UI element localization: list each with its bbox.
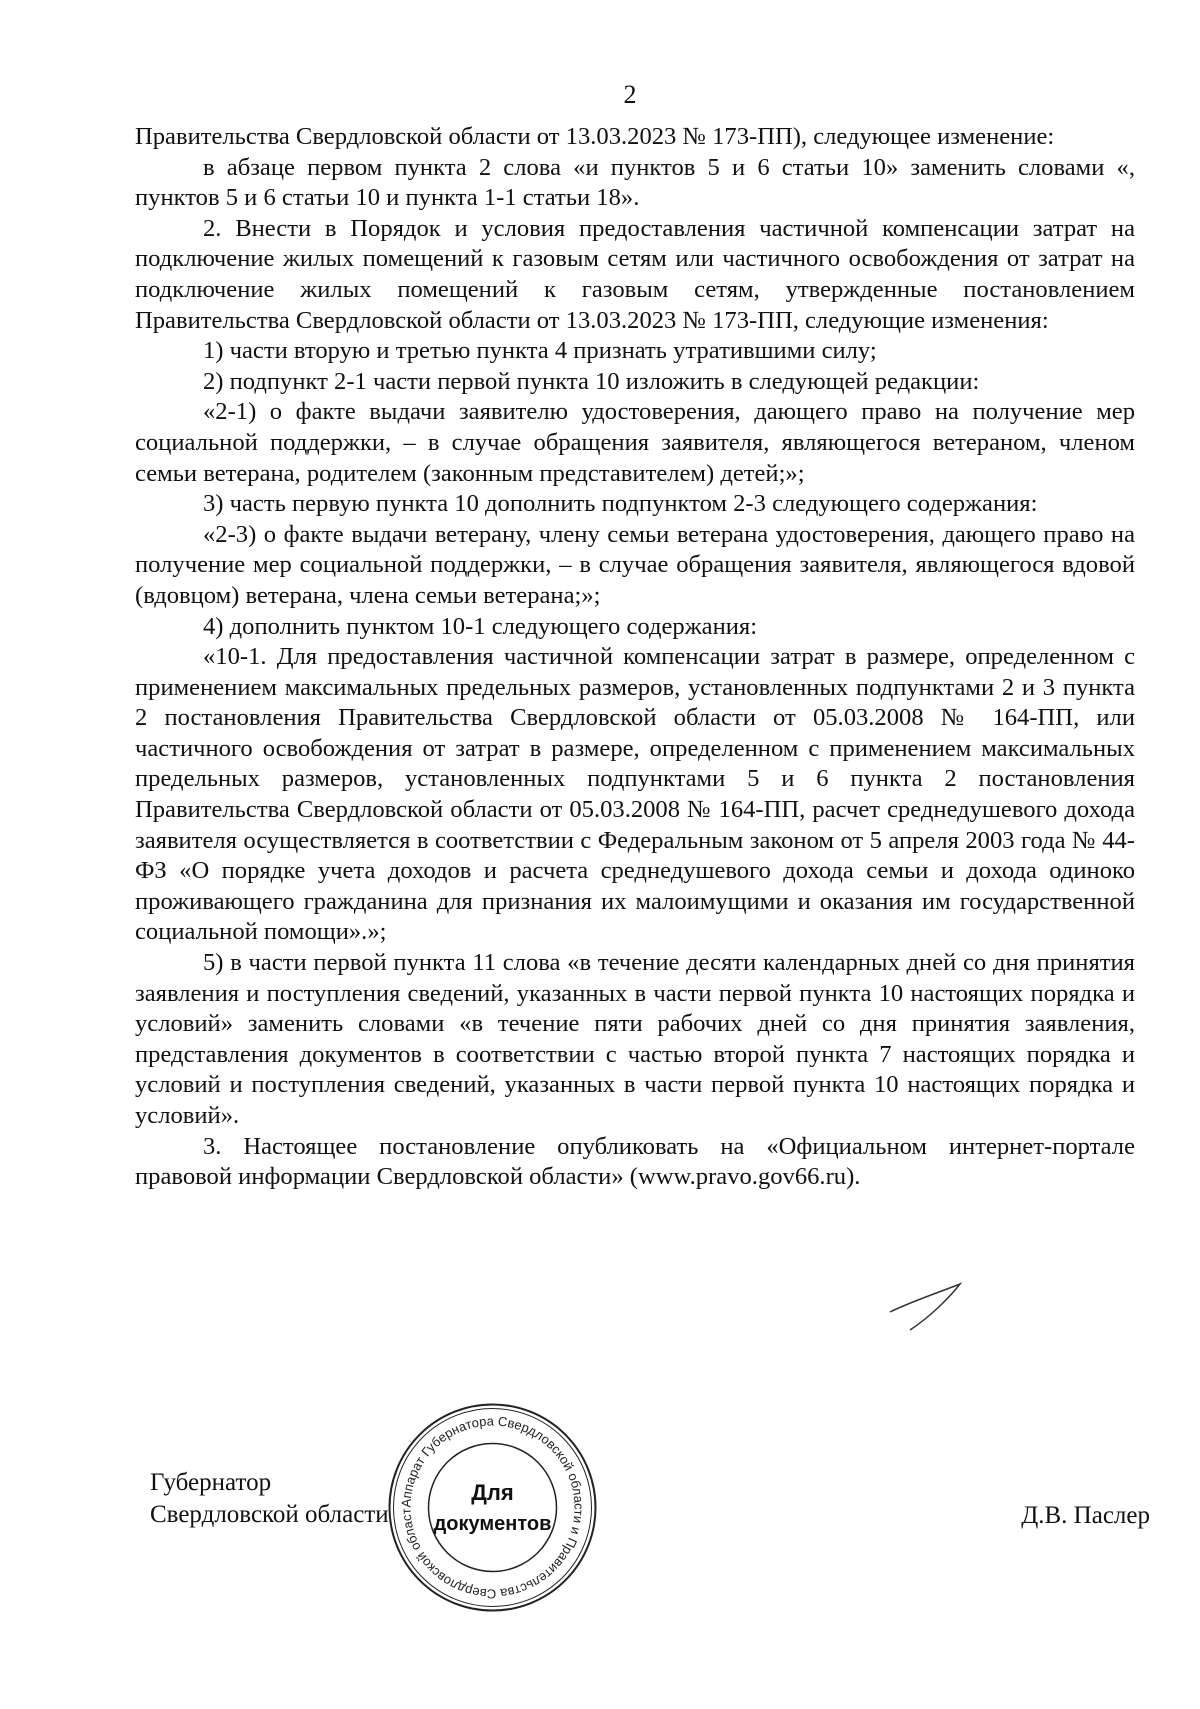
paragraph-11: 3. Настоящее постановление опубликовать на «Официальном интернет-портале правовой информации Свердловской области» (www.pravo.gov66.ru).	[135, 1132, 1135, 1191]
page-number: 2	[623, 80, 637, 109]
official-stamp	[385, 1400, 600, 1615]
signature-position-line2: Свердловской области	[150, 1501, 389, 1528]
stamp-graphic	[385, 1400, 600, 1615]
paragraph-5: «2-1) о факте выдачи заявителю удостоверения, дающего право на получение мер социальной поддержки, – в случае обращения заявителя, являющегося ветераном, членом семьи ветерана, родителем (законным представителем) детей;»;	[135, 398, 1135, 487]
stamp-center-line1: Для	[471, 1480, 514, 1505]
paragraph-6: 3) часть первую пункта 10 дополнить подпунктом 2-3 следующего содержания:	[203, 490, 1038, 518]
paragraph-3: 1) части вторую и третью пункта 4 признать утратившими силу;	[203, 337, 877, 365]
signature-position-line1: Губернатор	[150, 1469, 272, 1496]
signature-name: Д.В. Паслер	[1021, 1502, 1150, 1529]
stamp-ring-text: Аппарат Губернатора Свердловской области и Правительства Свердловской област	[398, 1413, 587, 1602]
stamp-center-line2: документов	[433, 1513, 552, 1535]
document-body	[135, 122, 1135, 1193]
signature-position	[150, 1467, 389, 1531]
paragraph-10: 5) в части первой пункта 11 слова «в течение десяти календарных дней со дня принятия заявления и поступления сведений, указанных в части первой пункта 10 настоящих порядка и условий» заменить словами «в течение пяти рабочих дней со дня принятия заявления, представления документов в соответствии с частью второй пункта 7 настоящих порядка и условий и поступления сведений, указанных в части первой пункта 10 настоящих порядка и условий».	[135, 949, 1135, 1129]
pen-scribble	[880, 1272, 1000, 1332]
paragraph-1: в абзаце первом пункта 2 слова «и пунктов 5 и 6 статьи 10» заменить словами «, пунктов 5 и 6 статьи 10 и пункта 1-1 статьи 18».	[135, 153, 1135, 212]
paragraph-0: Правительства Свердловской области от 13.03.2023 № 173-ПП), следующее изменение:	[135, 123, 1055, 150]
paragraph-4: 2) подпункт 2-1 части первой пункта 10 изложить в следующей редакции:	[203, 367, 980, 395]
paragraph-2: 2. Внести в Порядок и условия предоставления частичной компенсации затрат на подключение жилых помещений к газовым сетям или частичного освобождения от затрат на подключение жилых помещений к газовым сетям, утвержденные постановлением Правительства Свердловской области от 13.03.2023 № 173-ПП, следующие изменения:	[135, 214, 1135, 334]
paragraph-8: 4) дополнить пунктом 10-1 следующего содержания:	[203, 612, 758, 640]
paragraph-7: «2-3) о факте выдачи ветерану, члену семьи ветерана удостоверения, дающего право на получение мер социальной поддержки, – в случае обращения заявителя, являющегося вдовой (вдовцом) ветерана, члена семьи ветерана;»;	[135, 520, 1135, 609]
paragraph-9: «10-1. Для предоставления частичной компенсации затрат в размере, определенном с применением максимальных предельных размеров, установленных подпунктами 2 и 3 пункта 2 постановления Правительства Свердловской области от 05.03.2008 № 164-ПП, или частичного освобождения от затрат в размере, определенном с применением максимальных предельных размеров, установленных подпунктами 5 и 6 пункта 2 постановления Правительства Свердловской области от 05.03.2008 № 164-ПП, расчет среднедушевого дохода заявителя осуществляется в соответствии с Федеральным законом от 5 апреля 2003 года № 44-ФЗ «О порядке учета доходов и расчета среднедушевого дохода семьи и дохода одиноко проживающего гражданина для признания их малоимущими и оказания им государственной социальной помощи».»;	[135, 643, 1135, 946]
